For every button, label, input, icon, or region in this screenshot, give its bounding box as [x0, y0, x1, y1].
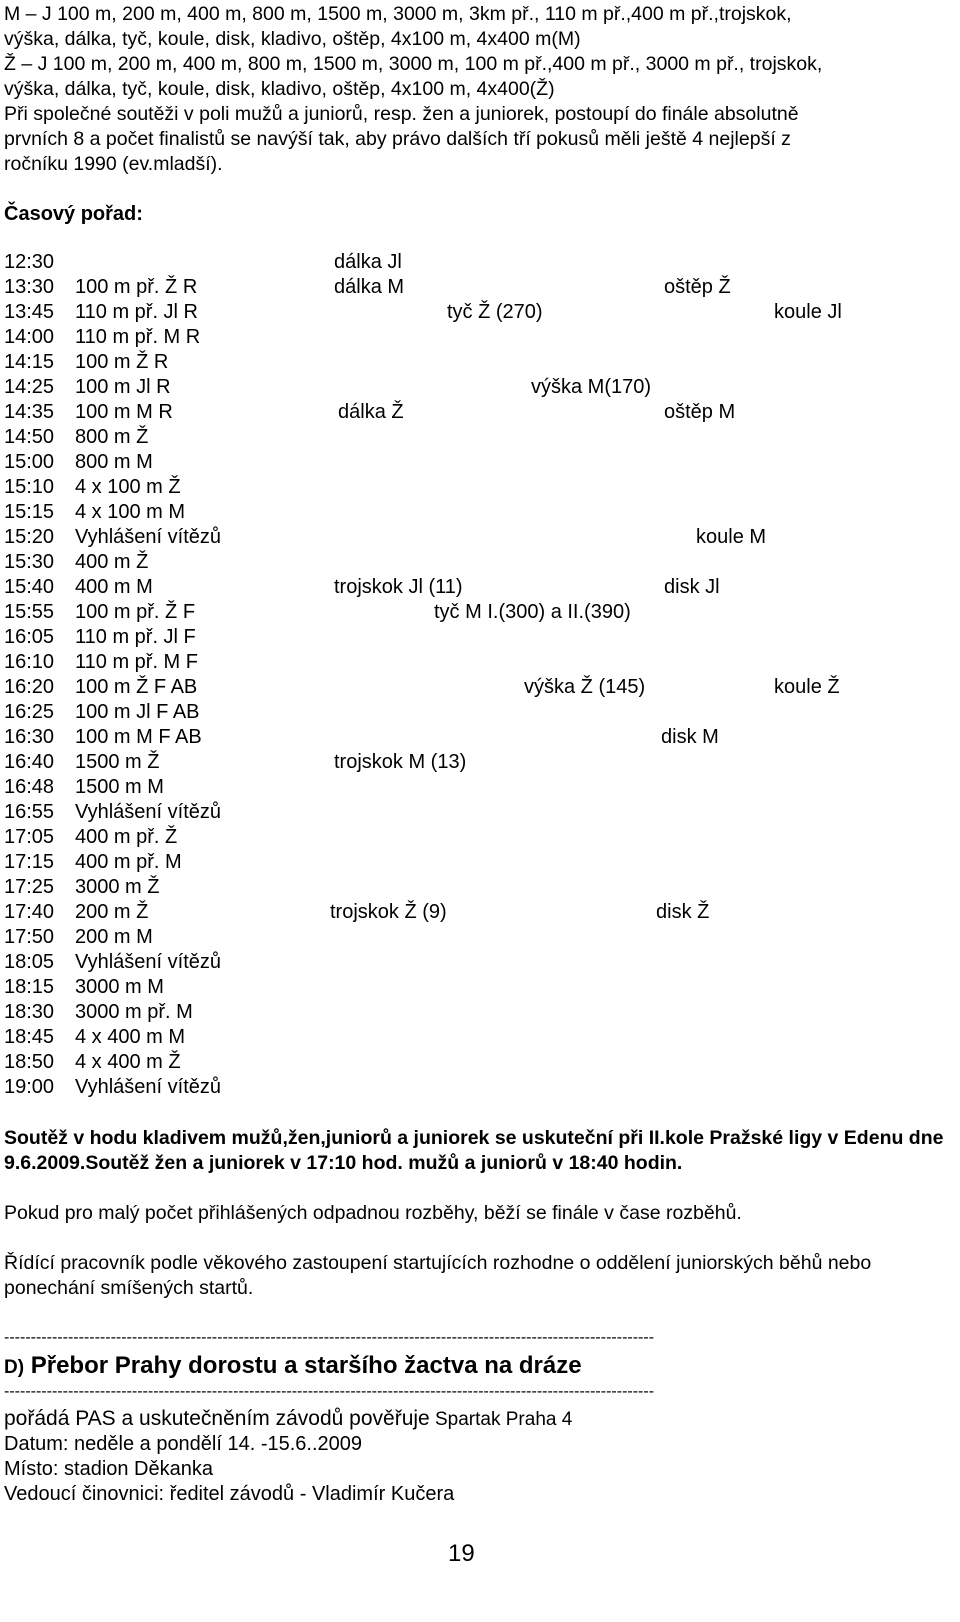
schedule-heading: Časový pořad:: [4, 203, 143, 225]
schedule-row: [4, 275, 954, 300]
schedule-row: [4, 300, 954, 325]
schedule-time: 16:48: [4, 776, 55, 798]
schedule-field-event: oštěp M: [664, 401, 736, 423]
schedule-track-event: Vyhlášení vítězů: [75, 801, 222, 823]
intro-line: prvních 8 a počet finalistů se navýší tak, aby právo dalších tří pokusů měli ještě 4 nejlepší z: [4, 128, 791, 150]
section-title-text: Přebor Prahy dorostu a staršího žactva na dráze: [24, 1352, 582, 1379]
schedule-row: [4, 700, 954, 725]
schedule-track-event: 400 m Ž: [75, 551, 149, 573]
section-prefix: D): [4, 1357, 25, 1378]
schedule-time: 17:50: [4, 926, 55, 948]
schedule-row: [4, 725, 954, 750]
schedule-track-event: 800 m M: [75, 451, 153, 473]
schedule-track-event: 200 m Ž: [75, 901, 149, 923]
separator-line: --------------------------------------------------------------------------------------------------------------------------: [4, 1384, 655, 1400]
officials-line: Vedoucí činovnici: ředitel závodů - Vladimír Kučera: [4, 1483, 455, 1505]
schedule-track-event: 100 m M R: [75, 401, 173, 423]
schedule-track-event: 100 m Ž F AB: [75, 676, 198, 698]
schedule-time: 14:15: [4, 351, 55, 373]
schedule-track-event: 400 m M: [75, 576, 153, 598]
schedule-track-event: 4 x 100 m Ž: [75, 476, 181, 498]
schedule-row: [4, 900, 954, 925]
schedule-time: 15:40: [4, 576, 55, 598]
schedule-time: 15:55: [4, 601, 55, 623]
intro-text: [4, 2, 950, 177]
schedule-row: [4, 1050, 954, 1075]
schedule-track-event: 800 m Ž: [75, 426, 149, 448]
schedule-time: 15:10: [4, 476, 55, 498]
intro-line: ročníku 1990 (ev.mladší).: [4, 153, 223, 175]
intro-line: Při společné soutěži v poli mužů a juniorů, resp. žen a juniorek, postoupí do finále absolutně: [4, 103, 799, 125]
schedule-time: 18:45: [4, 1026, 55, 1048]
schedule-row: [4, 925, 954, 950]
schedule-time: 14:25: [4, 376, 55, 398]
date-line: Datum: neděle a pondělí 14. -15.6..2009: [4, 1433, 363, 1455]
schedule-time: 16:55: [4, 801, 55, 823]
schedule-row: [4, 825, 954, 850]
intro-line: Ž – J 100 m, 200 m, 400 m, 800 m, 1500 m, 3000 m, 100 m př.,400 m př., 3000 m př., trojskok,: [4, 53, 823, 75]
organizer-club: Spartak Praha 4: [429, 1409, 573, 1430]
page-number: 19: [448, 1540, 475, 1567]
schedule-time: 16:20: [4, 676, 55, 698]
intro-line: výška, dálka, tyč, koule, disk, kladivo, oštěp, 4x100 m, 4x400(Ž): [4, 78, 555, 100]
schedule-track-event: 100 m Jl R: [75, 376, 171, 398]
schedule-field-event: disk Ž: [656, 901, 710, 923]
schedule-row: [4, 250, 954, 275]
schedule-row: [4, 550, 954, 575]
schedule-time: 16:30: [4, 726, 55, 748]
schedule-field-event: koule M: [696, 526, 767, 548]
schedule-row: [4, 600, 954, 625]
organizer-text: pořádá PAS a uskutečněním závodů pověřuje: [4, 1407, 430, 1430]
schedule-time: 15:00: [4, 451, 55, 473]
schedule-field-event: disk M: [661, 726, 719, 748]
schedule-time: 18:30: [4, 1001, 55, 1023]
schedule-track-event: 400 m př. Ž: [75, 826, 178, 848]
schedule-field-event: trojskok Jl (11): [334, 576, 463, 598]
schedule-field-event: dálka M: [334, 276, 405, 298]
schedule-track-event: 4 x 100 m M: [75, 501, 186, 523]
schedule-time: 14:00: [4, 326, 55, 348]
schedule-track-event: 400 m př. M: [75, 851, 182, 873]
schedule-time: 18:50: [4, 1051, 55, 1073]
schedule-track-event: 1500 m Ž: [75, 751, 160, 773]
schedule-time: 12:30: [4, 251, 55, 273]
schedule-field-event: výška Ž (145): [524, 676, 646, 698]
schedule-time: 14:50: [4, 426, 55, 448]
schedule-row: [4, 375, 954, 400]
schedule-field-event: koule Jl: [774, 301, 842, 323]
schedule-track-event: 100 m Ž R: [75, 351, 169, 373]
schedule-row: [4, 475, 954, 500]
schedule-time: 15:15: [4, 501, 55, 523]
junior-heats-note: Řídící pracovník podle věkového zastoupení startujících rozhodne o oddělení juniorských běhů nebo ponechání smíšených startů.: [4, 1252, 872, 1299]
schedule-row: [4, 325, 954, 350]
schedule-row: [4, 1000, 954, 1025]
schedule-row: [4, 1025, 954, 1050]
schedule-track-event: 3000 m př. M: [75, 1001, 193, 1023]
schedule-field-event: trojskok M (13): [334, 751, 467, 773]
schedule-time: 18:05: [4, 951, 55, 973]
schedule-row: [4, 775, 954, 800]
schedule-field-event: tyč M I.(300) a II.(390): [434, 601, 631, 623]
schedule-track-event: 3000 m M: [75, 976, 164, 998]
schedule-row: [4, 625, 954, 650]
schedule-track-event: 3000 m Ž: [75, 876, 160, 898]
place-line: Místo: stadion Děkanka: [4, 1458, 213, 1480]
schedule-field-event: výška M(170): [531, 376, 652, 398]
schedule-time: 17:05: [4, 826, 55, 848]
schedule-time: 17:25: [4, 876, 55, 898]
schedule-track-event: 4 x 400 m M: [75, 1026, 186, 1048]
schedule-row: [4, 500, 954, 525]
schedule-row: [4, 975, 954, 1000]
schedule-row: [4, 425, 954, 450]
schedule-row: [4, 350, 954, 375]
schedule-row: [4, 650, 954, 675]
schedule-time: 16:10: [4, 651, 55, 673]
schedule-row: [4, 400, 954, 425]
schedule-track-event: 200 m M: [75, 926, 153, 948]
schedule-track-event: 110 m př. Jl R: [75, 301, 198, 323]
intro-line: výška, dálka, tyč, koule, disk, kladivo, oštěp, 4x100 m, 4x400 m(M): [4, 28, 581, 50]
schedule-field-event: koule Ž: [774, 676, 840, 698]
schedule-time: 16:40: [4, 751, 55, 773]
organization-info: [4, 1406, 572, 1507]
schedule-track-event: 100 m M F AB: [75, 726, 202, 748]
schedule-track-event: 1500 m M: [75, 776, 164, 798]
schedule-time: 17:15: [4, 851, 55, 873]
schedule-track-event: Vyhlášení vítězů: [75, 526, 222, 548]
schedule-time: 18:15: [4, 976, 55, 998]
schedule-track-event: 110 m př. M F: [75, 651, 198, 673]
schedule-row: [4, 450, 954, 475]
schedule-time: 13:30: [4, 276, 55, 298]
schedule-field-event: disk Jl: [664, 576, 720, 598]
schedule-field-event: trojskok Ž (9): [330, 901, 447, 923]
schedule-row: [4, 575, 954, 600]
schedule-field-event: oštěp Ž: [664, 276, 731, 298]
intro-line: M – J 100 m, 200 m, 400 m, 800 m, 1500 m, 3000 m, 3km př., 110 m př.,400 m př.,trojskok,: [4, 3, 792, 25]
organizer-line: [4, 1406, 572, 1432]
schedule-row: [4, 750, 954, 775]
schedule-track-event: Vyhlášení vítězů: [75, 951, 222, 973]
schedule-time: 14:35: [4, 401, 55, 423]
hammer-throw-note: Soutěž v hodu kladivem mužů,žen,juniorů a juniorek se uskuteční při II.kole Pražské ligy v Edenu dne 9.6.2009.Soutěž žen a juniorek v 17:10 hod. mužů a juniorů v 18:40 hodin.: [4, 1127, 944, 1174]
schedule-track-event: 110 m př. Jl F: [75, 626, 196, 648]
schedule-row: [4, 525, 954, 550]
schedule-row: [4, 675, 954, 700]
section-title: [4, 1352, 582, 1380]
schedule-row: [4, 875, 954, 900]
schedule-row: [4, 950, 954, 975]
schedule-time: 16:05: [4, 626, 55, 648]
schedule-track-event: 100 m př. Ž R: [75, 276, 198, 298]
schedule-time: 15:30: [4, 551, 55, 573]
schedule-row: [4, 1075, 954, 1100]
schedule-track-event: 4 x 400 m Ž: [75, 1051, 181, 1073]
schedule-field-event: dálka Jl: [334, 251, 402, 273]
schedule-time: 19:00: [4, 1076, 55, 1098]
schedule-track-event: 110 m př. M R: [75, 326, 201, 348]
schedule-time: 17:40: [4, 901, 55, 923]
heats-note: Pokud pro malý počet přihlášených odpadnou rozběhy, běží se finále v čase rozběhů.: [4, 1202, 742, 1224]
schedule-field-event: dálka Ž: [338, 401, 404, 423]
schedule-time: 13:45: [4, 301, 55, 323]
schedule-table: [4, 250, 954, 1100]
schedule-time: 16:25: [4, 701, 55, 723]
schedule-track-event: 100 m Jl F AB: [75, 701, 200, 723]
schedule-row: [4, 850, 954, 875]
schedule-track-event: 100 m př. Ž F: [75, 601, 196, 623]
schedule-field-event: tyč Ž (270): [447, 301, 543, 323]
separator-line: --------------------------------------------------------------------------------------------------------------------------: [4, 1330, 655, 1346]
schedule-time: 15:20: [4, 526, 55, 548]
schedule-row: [4, 800, 954, 825]
schedule-track-event: Vyhlášení vítězů: [75, 1076, 222, 1098]
